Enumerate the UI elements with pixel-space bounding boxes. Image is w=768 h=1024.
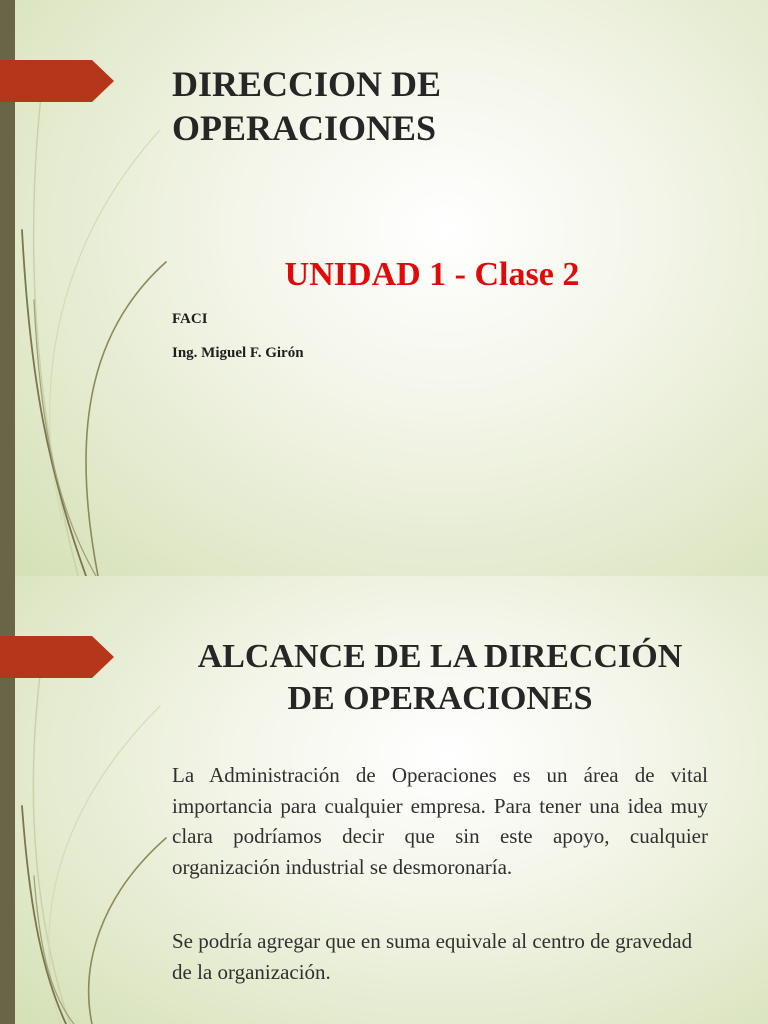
slide-title: ALCANCE DE LA DIRECCIÓN DE OPERACIONES <box>197 638 683 717</box>
body-paragraph: La Administración de Operaciones es un área de vital importancia para cualquier empresa. Para tener una idea muy clara podríamos decir que sin este apoyo, cualquier organización industrial se desmoronaría. <box>172 763 708 879</box>
slide-2 <box>0 576 768 1024</box>
organization-label: FACI <box>172 311 208 327</box>
body-paragraph: Se podría agregar que en suma equivale al centro de gravedad de la organización. <box>172 929 693 984</box>
title-arrow-tab <box>0 60 114 102</box>
title-arrow-tab <box>0 636 114 678</box>
slide-subtitle: UNIDAD 1 - Clase 2 <box>284 256 580 293</box>
slide-title: DIRECCION DE OPERACIONES <box>172 64 442 148</box>
author-label: Ing. Miguel F. Girón <box>172 345 304 361</box>
